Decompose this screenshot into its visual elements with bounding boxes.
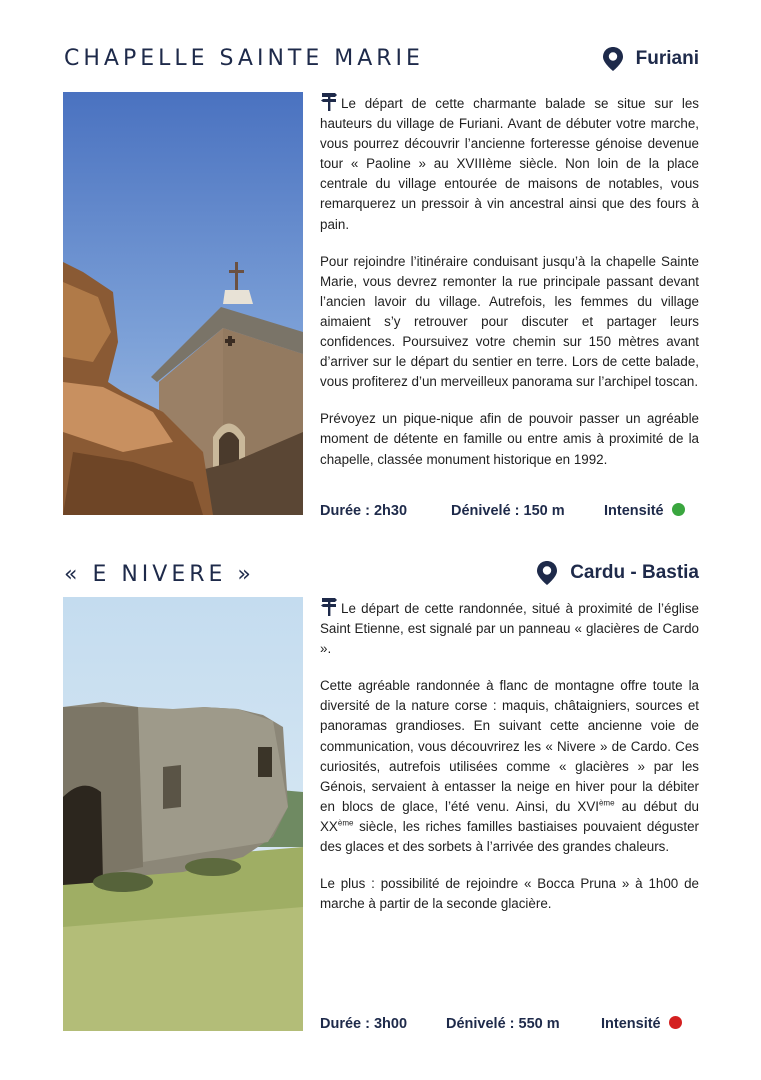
signpost-icon [320, 596, 338, 616]
section1-text [320, 91, 699, 487]
chapel-photo [63, 92, 303, 515]
section2-elevation: Dénivelé : 550 m [446, 1016, 560, 1032]
section2-intensity [601, 1016, 682, 1032]
section1-location [602, 46, 699, 72]
section2-stats [320, 1016, 700, 1036]
section2-duration: Durée : 3h00 [320, 1016, 408, 1032]
section2-paragraph-2: Cette agréable randonnée à flanc de montagne offre toute la diversité de la nature corse : maquis, châtaigniers, sources et panoramas grandioses. En suivant cette ancienne voie de communication, vous découvrirez les « Nivere » de Cardo. Ces curiosités, autrefois utilisées comme « glacières » par les Génois, servaient à entasser la neige en hiver pour la débiter en blocs de glace, l’été venu. Ainsi, du XVIème au début du XXème siècle, les riches familles bastiaises pouvaient déguster des glaces et des sorbets à l’arrivée des grandes chaleurs. [320, 678, 699, 855]
section1-paragraph-2: Pour rejoindre l’itinéraire conduisant jusqu’à la chapelle Sainte Marie, vous devrez remonter la rue principale passant devant l’ancien lavoir du village. Autrefois, les femmes du village aimaient s’y retrouver pour discuter et partager leurs confidences. Poursuivez votre chemin sur 150 mètres avant d’arriver sur le départ du sentier en terre. Lors de cette balade, vous profiterez d’un merveilleux panorama sur l’archipel toscan. [320, 253, 699, 390]
map-pin-icon [602, 46, 624, 72]
section1-intensity [604, 503, 685, 519]
section2-text [320, 596, 699, 931]
section2-intensity-label: Intensité [601, 1016, 661, 1032]
section1-title: CHAPELLE SAINTE MARIE [64, 46, 424, 71]
section1-duration: Durée : 2h30 [320, 503, 408, 519]
section2-paragraph-3: Le plus : possibilité de rejoindre « Bocca Pruna » à 1h00 de marche à partir de la seconde glacière. [320, 876, 699, 912]
section1-location-label: Furiani [635, 48, 699, 69]
section1-stats [320, 503, 700, 523]
section1-paragraph-3: Prévoyez un pique-nique afin de pouvoir passer un agréable moment de détente en famille ou entre amis à proximité de la chapelle, classée monument historique en 1992. [320, 411, 699, 467]
intensity-red-dot [669, 1016, 682, 1029]
signpost-icon [320, 91, 338, 111]
section1-intensity-label: Intensité [604, 503, 664, 519]
map-pin-icon [536, 560, 558, 586]
section2-title: « E NIVERE » [64, 562, 255, 587]
section2-location-label: Cardu - Bastia [570, 562, 699, 583]
section2-location [536, 560, 699, 586]
ruins-photo [63, 597, 303, 1031]
section1-paragraph-1: Le départ de cette charmante balade se situe sur les hauteurs du village de Furiani. Avant de débuter votre marche, vous pourrez découvrir l’ancienne forteresse génoise devenue tour « Paoline » au XVIIIème siècle. Non loin de la place centrale du village entourée de maisons de notables, vous remarquerez un pressoir à vin ancestral ainsi que des fours à pain. [320, 96, 699, 232]
intensity-green-dot [672, 503, 685, 516]
section2-paragraph-1: Le départ de cette randonnée, situé à proximité de l’église Saint Etienne, est signalé par un panneau « glacières de Cardo ». [320, 601, 699, 657]
section1-elevation: Dénivelé : 150 m [451, 503, 565, 519]
